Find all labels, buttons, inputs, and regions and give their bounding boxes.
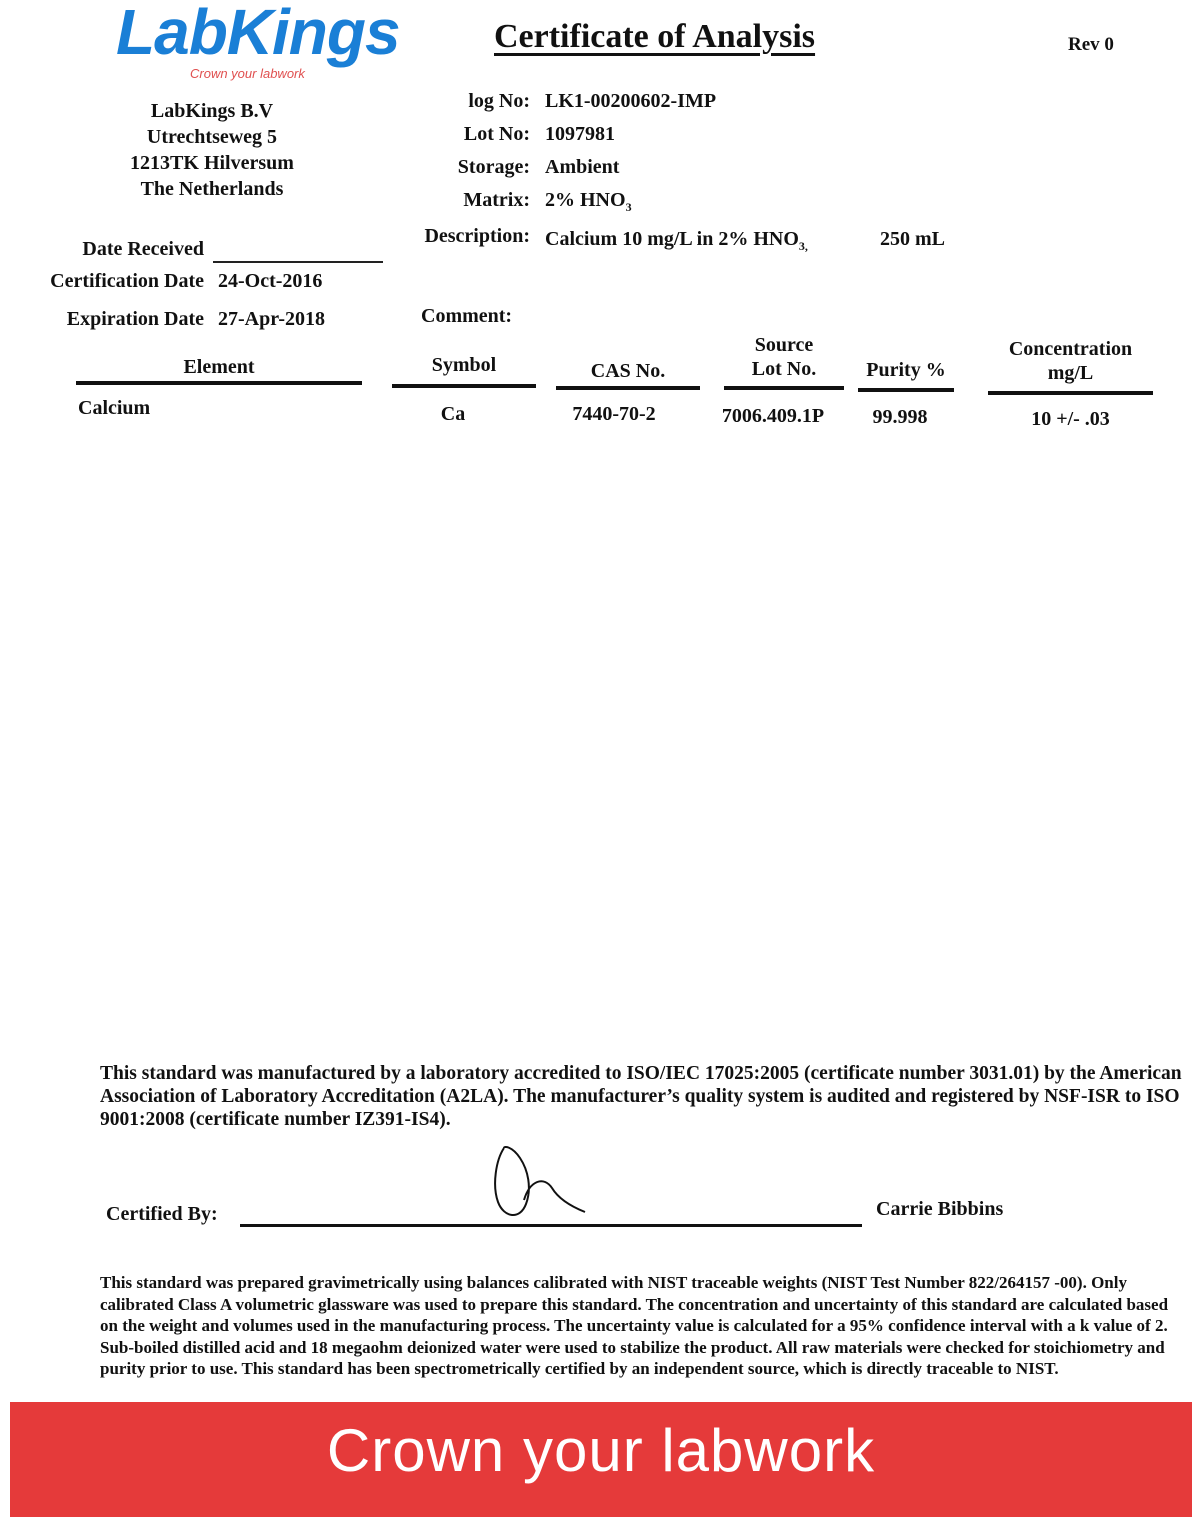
matrix-subscript: 3 — [625, 200, 632, 214]
col-header-purity: Purity % — [866, 359, 946, 381]
matrix-value — [545, 189, 632, 215]
col-header-concentration-line1: Concentration — [1008, 338, 1133, 360]
col-header-source-line2: Lot No. — [751, 358, 817, 380]
comment-label: Comment: — [421, 305, 513, 327]
log-no-value: LK1-00200602-IMP — [545, 90, 717, 112]
volume-value: 250 mL — [880, 228, 945, 250]
cell-source-lot: 7006.409.1P — [721, 405, 825, 427]
preparation-statement: This standard was prepared gravimetrically using balances calibrated with NIST traceable weights (NIST Test Number 822/264157 -00). Only calibrated Class A volumetric glassware was used to prepare this standard. The concentration and uncertainty of this standard are calculated based on the weight and volumes used in the manufacturing process. The uncertainty value is calculated for a 95% confidence interval with a k value of 2. Sub-boiled distilled acid and 18 megaohm deionized water were used to stabilize the product. All raw materials were checked for stoichiometry and purity prior to use. This standard has been spectrometrically certified by an independent source, which is directly traceable to NIST. — [100, 1273, 1169, 1378]
company-logo — [112, 0, 400, 84]
col-header-source — [724, 333, 844, 381]
company-name: LabKings B.V — [150, 100, 274, 122]
lot-no-label: Lot No: — [463, 123, 530, 145]
revision-label: Rev 0 — [1068, 34, 1114, 55]
logo-wordmark: LabKings — [116, 0, 400, 68]
signer-name: Carrie Bibbins — [876, 1198, 1004, 1220]
description-value — [545, 228, 808, 254]
col-rule-symbol — [392, 384, 536, 388]
col-header-cas: CAS No. — [590, 360, 666, 382]
matrix-label: Matrix: — [463, 189, 530, 211]
col-header-symbol: Symbol — [431, 354, 497, 376]
cell-concentration: 10 +/- .03 — [1031, 408, 1110, 430]
company-country: The Netherlands — [140, 178, 284, 200]
expiration-date-value: 27-Apr-2018 — [218, 308, 326, 330]
cell-element: Calcium — [78, 397, 151, 419]
description-label: Description: — [424, 225, 530, 247]
col-header-concentration — [988, 337, 1153, 385]
date-received-label: Date Received — [82, 238, 204, 260]
date-received-line — [213, 261, 383, 263]
description-text: Calcium 10 mg/L in 2% HNO — [545, 228, 799, 250]
cell-cas: 7440-70-2 — [572, 403, 656, 425]
certified-by-label: Certified By: — [106, 1203, 218, 1225]
col-header-concentration-line2: mg/L — [1047, 362, 1094, 384]
cell-symbol: Ca — [440, 403, 466, 425]
company-city: 1213TK Hilversum — [130, 152, 294, 174]
col-rule-source — [724, 386, 844, 390]
col-rule-cas — [556, 386, 700, 390]
matrix-text: 2% HNO — [545, 189, 626, 211]
company-street: Utrechtseweg 5 — [146, 126, 278, 148]
logo-tagline: Crown your labwork — [190, 66, 305, 81]
lot-no-value: 1097981 — [545, 123, 615, 145]
certification-date-value: 24-Oct-2016 — [218, 270, 323, 292]
document-title: Certificate of Analysis — [494, 18, 816, 55]
handwritten-signature — [490, 1140, 600, 1225]
col-rule-concentration — [988, 391, 1153, 395]
certification-date-label: Certification Date — [50, 270, 204, 292]
description-subscript: 3, — [798, 239, 808, 253]
col-header-source-line1: Source — [754, 334, 814, 356]
expiration-date-label: Expiration Date — [66, 308, 204, 330]
col-rule-element — [76, 381, 362, 385]
storage-value: Ambient — [545, 156, 620, 178]
col-rule-purity — [858, 388, 954, 392]
log-no-label: log No: — [468, 90, 530, 112]
cell-purity: 99.998 — [872, 406, 928, 428]
col-header-element: Element — [183, 356, 255, 378]
accreditation-statement: This standard was manufactured by a laboratory accredited to ISO/IEC 17025:2005 (certificate number 3031.01) by the American Association of Laboratory Accreditation (A2LA). The manufacturer’s quality system is audited and registered by NSF-ISR to ISO 9001:2008 (certificate number IZ391-IS4). — [100, 1063, 1182, 1130]
storage-label: Storage: — [457, 156, 530, 178]
footer-banner — [10, 1402, 1192, 1517]
footer-banner-text: Crown your labwork — [326, 1417, 876, 1484]
